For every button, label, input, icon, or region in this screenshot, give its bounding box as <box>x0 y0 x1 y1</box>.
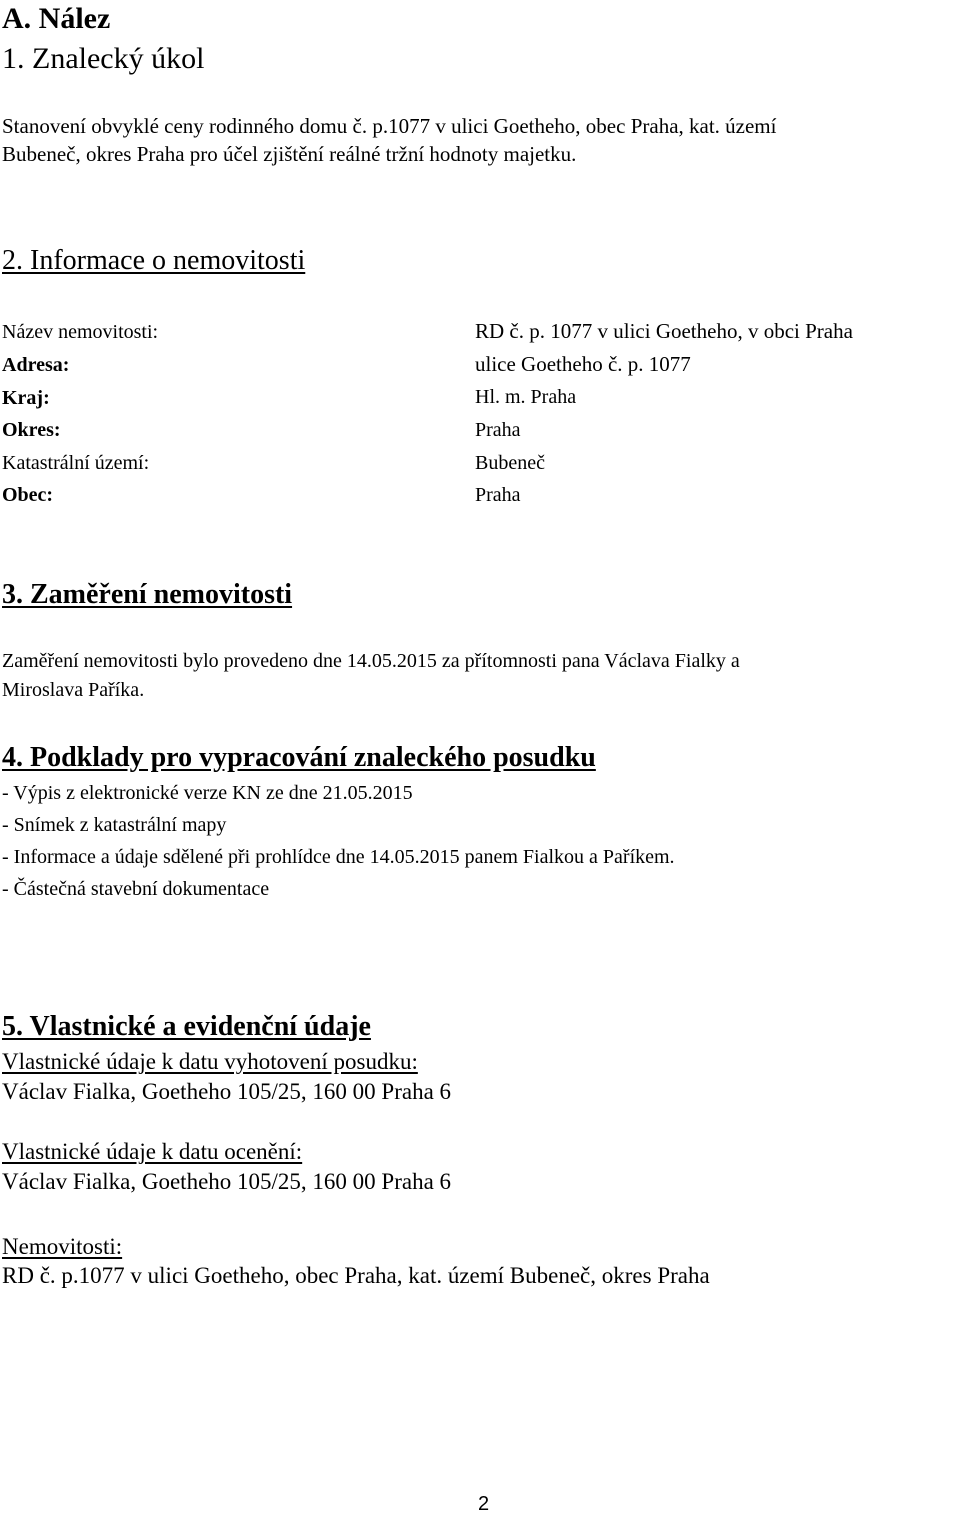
properties-label: Nemovitosti: <box>2 1234 123 1259</box>
properties-value: RD č. p.1077 v ulici Goetheho, obec Praha, kat. území Bubeneč, okres Praha <box>2 1263 710 1288</box>
survey-text-line-2: Miroslava Paříka. <box>2 679 145 701</box>
region-value: Hl. m. Praha <box>475 386 577 408</box>
property-name-label: Název nemovitosti: <box>2 321 159 343</box>
property-name-value: RD č. p. 1077 v ulici Goetheho, v obci Praha <box>475 319 853 343</box>
cadastral-area-value: Bubeneč <box>475 452 545 474</box>
section-4-heading: 4. Podklady pro vypracování znaleckého posudku <box>2 742 596 773</box>
address-label: Adresa: <box>2 354 70 376</box>
owner-at-report-label: Vlastnické údaje k datu vyhotovení posudku: <box>2 1049 418 1074</box>
region-label: Kraj: <box>2 387 50 409</box>
owner-at-valuation-value: Václav Fialka, Goetheho 105/25, 160 00 Praha 6 <box>2 1169 452 1194</box>
cadastral-area-label: Katastrální území: <box>2 452 150 474</box>
list-item: - Informace a údaje sdělené při prohlídce dne 14.05.2015 panem Fialkou a Paříkem. <box>2 846 675 868</box>
document-heading: A. Nález <box>2 2 111 35</box>
list-item: - Výpis z elektronické verze KN ze dne 21.05.2015 <box>2 782 413 804</box>
section-2-heading: 2. Informace o nemovitosti <box>2 245 306 276</box>
task-text-line-2: Bubeneč, okres Praha pro účel zjištění reálné tržní hodnoty majetku. <box>2 142 577 166</box>
owner-at-report-value: Václav Fialka, Goetheho 105/25, 160 00 Praha 6 <box>2 1079 452 1104</box>
district-label: Okres: <box>2 419 61 441</box>
section-3-heading: 3. Zaměření nemovitosti <box>2 579 293 610</box>
task-text-line-1: Stanovení obvyklé ceny rodinného domu č. p.1077 v ulici Goetheho, obec Praha, kat. území <box>2 114 777 138</box>
municipality-value: Praha <box>475 484 521 506</box>
address-value: ulice Goetheho č. p. 1077 <box>475 352 691 376</box>
municipality-label: Obec: <box>2 484 54 506</box>
list-item: - Částečná stavební dokumentace <box>2 878 270 900</box>
section-5-heading: 5. Vlastnické a evidenční údaje <box>2 1011 371 1042</box>
page-number: 2 <box>478 1493 490 1515</box>
owner-at-valuation-label: Vlastnické údaje k datu ocenění: <box>2 1139 303 1164</box>
list-item: - Snímek z katastrální mapy <box>2 814 227 836</box>
task-heading: 1. Znalecký úkol <box>2 42 205 75</box>
survey-text-line-1: Zaměření nemovitosti bylo provedeno dne 14.05.2015 za přítomnosti pana Václava Fialky a <box>2 650 740 672</box>
district-value: Praha <box>475 419 521 441</box>
